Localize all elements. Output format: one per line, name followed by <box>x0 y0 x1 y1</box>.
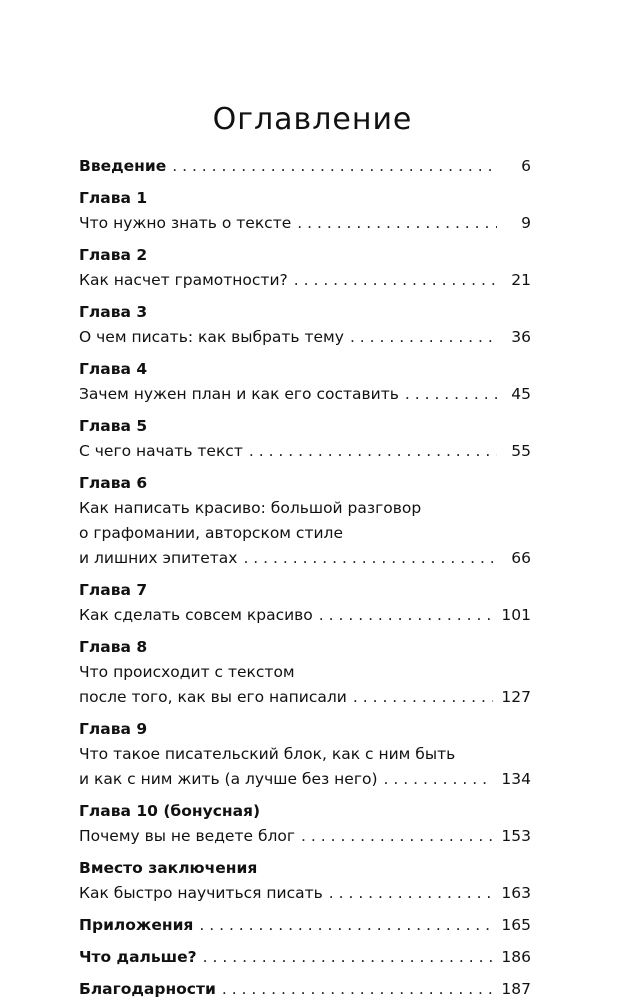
toc-entry <box>79 357 531 407</box>
dot-leader <box>405 382 497 407</box>
page-number: 36 <box>511 328 531 346</box>
chapter-title-line: Зачем нужен план и как его составить <box>79 385 399 403</box>
dot-leader <box>294 268 497 293</box>
chapter-heading: Глава 5 <box>79 417 148 435</box>
dot-leader <box>249 439 497 464</box>
toc-entry <box>79 717 531 792</box>
dot-leader <box>172 154 497 179</box>
toc-entry <box>79 186 531 236</box>
chapter-title-line: Что происходит с текстом <box>79 663 295 681</box>
toc-leader-row <box>79 211 531 236</box>
toc-leader-row <box>79 977 531 1002</box>
toc-leader-row <box>79 439 531 464</box>
page-number: 153 <box>501 827 531 845</box>
page-number: 127 <box>501 688 531 706</box>
page-number: 45 <box>511 385 531 403</box>
toc-entry <box>79 243 531 293</box>
dot-leader <box>350 325 497 350</box>
page-number: 186 <box>501 948 531 966</box>
chapter-title-line: Как написать красиво: большой разговор <box>79 499 422 517</box>
toc-leader-row <box>79 767 531 792</box>
chapter-heading: Глава 9 <box>79 720 148 738</box>
toc-entry <box>79 471 531 571</box>
toc-entry <box>79 913 531 938</box>
toc-leader-row <box>79 881 531 906</box>
dot-leader <box>384 767 494 792</box>
dot-leader <box>199 913 493 938</box>
toc-entry <box>79 300 531 350</box>
toc-entry <box>79 154 531 179</box>
toc-leader-row <box>79 824 531 849</box>
chapter-title-line: и лишних эпитетах <box>79 549 238 567</box>
toc-entry <box>79 945 531 970</box>
page-number: 165 <box>501 916 531 934</box>
chapter-heading: Глава 2 <box>79 246 148 264</box>
toc-leader-row <box>79 268 531 293</box>
page-number: 55 <box>511 442 531 460</box>
chapter-heading: Глава 3 <box>79 303 148 321</box>
toc-leader-row <box>79 154 531 179</box>
toc-leader-row <box>79 546 531 571</box>
chapter-heading: Глава 1 <box>79 189 148 207</box>
toc-leader-row <box>79 382 531 407</box>
chapter-heading: Глава 10 (бонусная) <box>79 802 261 820</box>
page-number: 6 <box>521 157 531 175</box>
chapter-title-line: Как насчет грамотности? <box>79 271 288 289</box>
toc-leader-row <box>79 945 531 970</box>
toc-entry <box>79 977 531 1002</box>
dot-leader <box>297 211 497 236</box>
chapter-title-line: Почему вы не ведете блог <box>79 827 296 845</box>
table-of-contents <box>79 154 531 1002</box>
dot-leader <box>243 546 497 571</box>
section-title: Введение <box>79 157 167 175</box>
chapter-heading: Глава 4 <box>79 360 148 378</box>
page-number: 66 <box>511 549 531 567</box>
page-number: 9 <box>521 214 531 232</box>
page-number: 21 <box>511 271 531 289</box>
chapter-title-line: Как сделать совсем красиво <box>79 606 313 624</box>
toc-entry <box>79 414 531 464</box>
dot-leader <box>301 824 493 849</box>
page-number: 134 <box>501 770 531 788</box>
page-number: 101 <box>501 606 531 624</box>
toc-entry <box>79 635 531 710</box>
chapter-heading: Глава 6 <box>79 474 148 492</box>
page-number: 163 <box>501 884 531 902</box>
chapter-title-line: и как с ним жить (а лучше без него) <box>79 770 378 788</box>
toc-leader-row <box>79 913 531 938</box>
dot-leader <box>319 603 494 628</box>
toc-leader-row <box>79 603 531 628</box>
toc-leader-row <box>79 685 531 710</box>
toc-entry <box>79 578 531 628</box>
chapter-heading: Глава 7 <box>79 581 148 599</box>
chapter-title-line: после того, как вы его написали <box>79 688 347 706</box>
chapter-title-line: О чем писать: как выбрать тему <box>79 328 344 346</box>
dot-leader <box>203 945 494 970</box>
chapter-title-line: С чего начать текст <box>79 442 243 460</box>
chapter-title-line: Как быстро научиться писать <box>79 884 323 902</box>
section-title: Что дальше? <box>79 948 197 966</box>
chapter-title-line: Что такое писательский блок, как с ним быть <box>79 745 456 763</box>
dot-leader <box>222 977 494 1002</box>
chapter-heading: Вместо заключения <box>79 859 258 877</box>
section-title: Благодарности <box>79 980 216 998</box>
section-title: Приложения <box>79 916 194 934</box>
chapter-title-line: о графомании, авторском стиле <box>79 524 343 542</box>
chapter-heading: Глава 8 <box>79 638 148 656</box>
toc-leader-row <box>79 325 531 350</box>
toc-entry <box>79 856 531 906</box>
page-number: 187 <box>501 980 531 998</box>
toc-entry <box>79 799 531 849</box>
page-title: Оглавление <box>212 102 413 137</box>
dot-leader <box>353 685 494 710</box>
dot-leader <box>329 881 494 906</box>
chapter-title-line: Что нужно знать о тексте <box>79 214 292 232</box>
